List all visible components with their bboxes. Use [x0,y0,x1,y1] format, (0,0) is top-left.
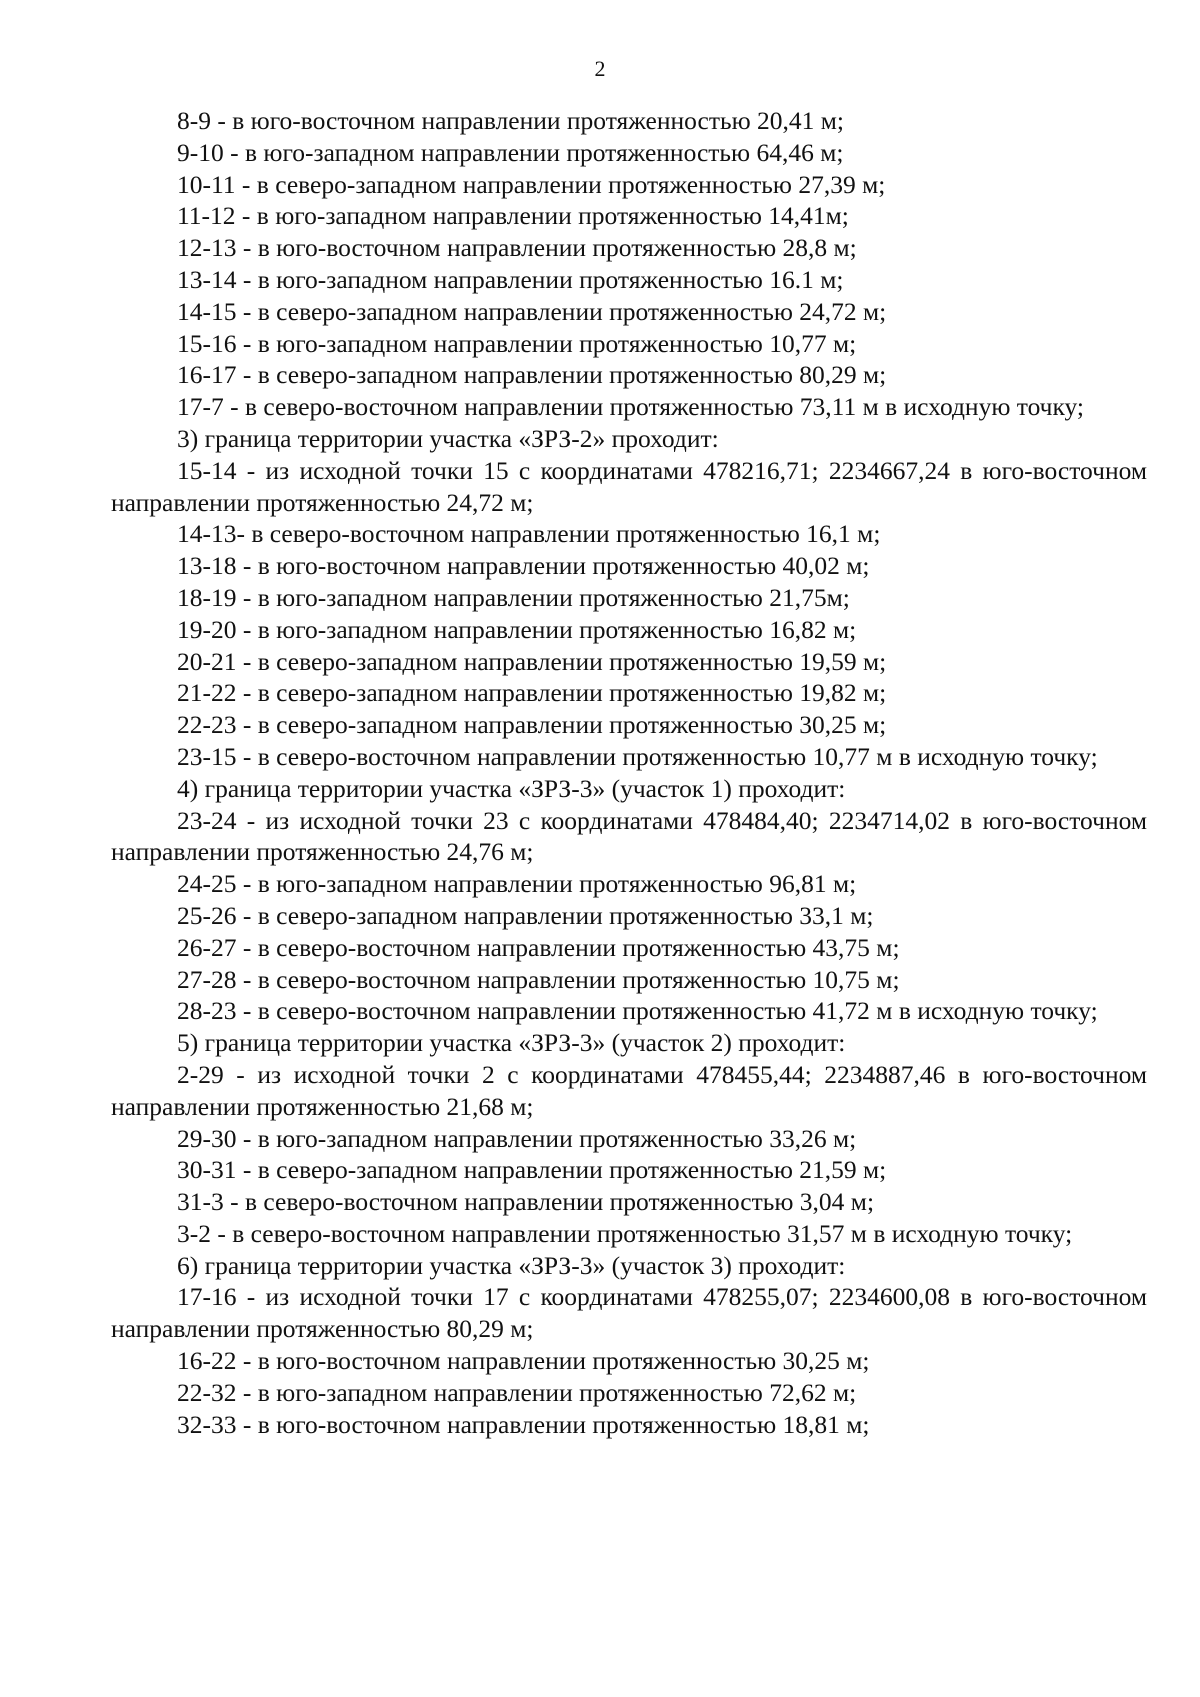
paragraph: 23-24 - из исходной точки 23 с координатами 478484,40; 2234714,02 в юго-восточном направлении протяженностью 24,76 м; [111,805,1147,867]
paragraph: 13-18 - в юго-восточном направлении протяженностью 40,02 м; [177,551,870,581]
paragraph: 12-13 - в юго-восточном направлении протяженностью 28,8 м; [177,233,857,263]
paragraph: 14-15 - в северо-западном направлении протяженностью 24,72 м; [177,296,887,326]
paragraph: 22-23 - в северо-западном направлении протяженностью 30,25 м; [177,710,887,740]
paragraph: 15-16 - в юго-западном направлении протяженностью 10,77 м; [177,328,857,358]
paragraph: 13-14 - в юго-западном направлении протяженностью 16.1 м; [177,264,844,294]
paragraph: 29-30 - в юго-западном направлении протяженностью 33,26 м; [177,1123,857,1153]
section-heading: 6) граница территории участка «ЗРЗ-3» (участок 3) проходит: [177,1250,846,1280]
paragraph: 8-9 - в юго-восточном направлении протяженностью 20,41 м; [177,106,844,135]
paragraph: 18-19 - в юго-западном направлении протяженностью 21,75м; [177,582,850,612]
paragraph: 22-32 - в юго-западном направлении протяженностью 72,62 м; [177,1377,857,1407]
paragraph: 17-16 - из исходной точки 17 с координатами 478255,07; 2234600,08 в юго-восточном направлении протяженностью 80,29 м; [111,1282,1147,1344]
paragraph: 2-29 - из исходной точки 2 с координатами 478455,44; 2234887,46 в юго-восточном направлении протяженностью 21,68 м; [111,1059,1147,1121]
paragraph: 14-13- в северо-восточном направлении протяженностью 16,1 м; [177,519,881,549]
paragraph: 30-31 - в северо-западном направлении протяженностью 21,59 м; [177,1155,887,1185]
paragraph: 23-15 - в северо-восточном направлении протяженностью 10,77 м в исходную точку; [177,741,1098,771]
document-body [111,105,1147,1440]
paragraph: 16-22 - в юго-восточном направлении протяженностью 30,25 м; [177,1346,870,1376]
paragraph: 11-12 - в юго-западном направлении протяженностью 14,41м; [177,201,849,231]
section-heading: 3) граница территории участка «ЗРЗ-2» проходит: [177,423,719,453]
paragraph: 31-3 - в северо-восточном направлении протяженностью 3,04 м; [177,1187,875,1217]
paragraph: 19-20 - в юго-западном направлении протяженностью 16,82 м; [177,614,857,644]
paragraph: 28-23 - в северо-восточном направлении протяженностью 41,72 м в исходную точку; [177,996,1098,1026]
section-heading: 5) граница территории участка «ЗРЗ-3» (участок 2) проходит: [177,1028,846,1058]
paragraph: 26-27 - в северо-восточном направлении протяженностью 43,75 м; [177,932,900,962]
paragraph: 21-22 - в северо-западном направлении протяженностью 19,82 м; [177,678,887,708]
paragraph: 17-7 - в северо-восточном направлении протяженностью 73,11 м в исходную точку; [177,392,1085,422]
paragraph: 15-14 - из исходной точки 15 с координатами 478216,71; 2234667,24 в юго-восточном направлении протяженностью 24,72 м; [111,455,1147,517]
section-heading: 4) граница территории участка «ЗРЗ-3» (участок 1) проходит: [177,773,846,803]
page-number: 2 [594,56,606,81]
paragraph: 10-11 - в северо-западном направлении протяженностью 27,39 м; [177,169,886,199]
paragraph: 9-10 - в юго-западном направлении протяженностью 64,46 м; [177,137,844,167]
paragraph: 25-26 - в северо-западном направлении протяженностью 33,1 м; [177,900,874,930]
paragraph: 27-28 - в северо-восточном направлении протяженностью 10,75 м; [177,964,900,994]
paragraph: 16-17 - в северо-западном направлении протяженностью 80,29 м; [177,360,887,390]
paragraph: 20-21 - в северо-западном направлении протяженностью 19,59 м; [177,646,887,676]
paragraph: 3-2 - в северо-восточном направлении протяженностью 31,57 м в исходную точку; [177,1218,1073,1248]
paragraph: 32-33 - в юго-восточном направлении протяженностью 18,81 м; [177,1409,870,1439]
paragraph: 24-25 - в юго-западном направлении протяженностью 96,81 м; [177,869,857,899]
